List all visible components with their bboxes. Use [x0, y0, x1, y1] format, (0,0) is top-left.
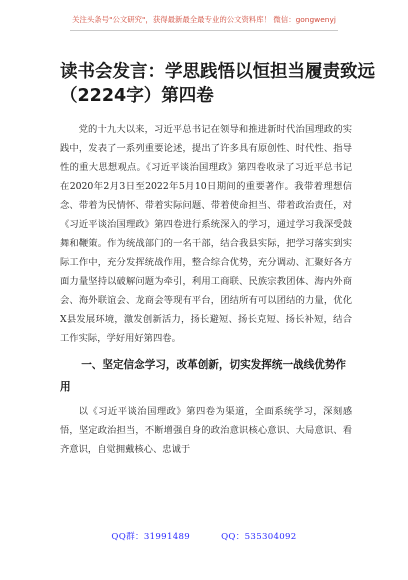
- paragraph-1: 党的十九大以来，习近平总书记在领导和推进新时代治国理政的实践中，发表了一系列重要论述，提出了许多具有原创性、时代性、指导性的重大思想观点。《习近平谈治国理政》第四卷收录了习近平总书记在2020年2月3日至2022年5月10日期间的重要著作。我带着理想信念、带着为民情怀、带着实际问题、带着使命担当、带着政治责任，对《习近平谈治国理政》第四卷进行系统深入的学习，通过学习我深受鼓舞和鞭策。作为统战部门的一名干部，结合我县实际，把学习落实到实际工作中，充分发挥统战作用，整合综合优势，充分调动、汇聚好各方面力量坚持以破解问题为牵引，利用工商联、民族宗教团体、海内外商会、海外联谊会、龙商会等现有平台，团结所有可以团结的力量，优化X县发展环境，激发创新活力，扬长避短、扬长克短、扬长补短，结合工作实际，学好用好第四卷。: [60, 124, 352, 344]
- title-line-1: 读书会发言：学思践悟以恒担当履责致远: [60, 62, 375, 82]
- document-body: [60, 120, 352, 459]
- header-divider: [70, 30, 338, 31]
- top-banner: 关注头条号"公文研究"，获得最新最全最专业的公文资料库！ 微信：gongwenyj: [72, 15, 336, 24]
- section-heading-1: 一、坚定信念学习，改革创新，切实发挥统一战线优势作用: [60, 359, 347, 393]
- footer-contact: [0, 530, 408, 542]
- paragraph-2: 以《习近平谈治国理政》第四卷为渠道，全面系统学习，深刻感悟，坚定政治担当，不断增强自身的政治意识核心意识、大局意识、看齐意识，自觉拥戴核心、忠诚于: [60, 406, 352, 455]
- title-line-2: （2224字）第四卷: [60, 86, 214, 106]
- footer-qq: QQ：535304092: [221, 532, 297, 542]
- footer-qq-group: QQ群：31991489: [111, 532, 191, 542]
- document-title: [60, 60, 375, 108]
